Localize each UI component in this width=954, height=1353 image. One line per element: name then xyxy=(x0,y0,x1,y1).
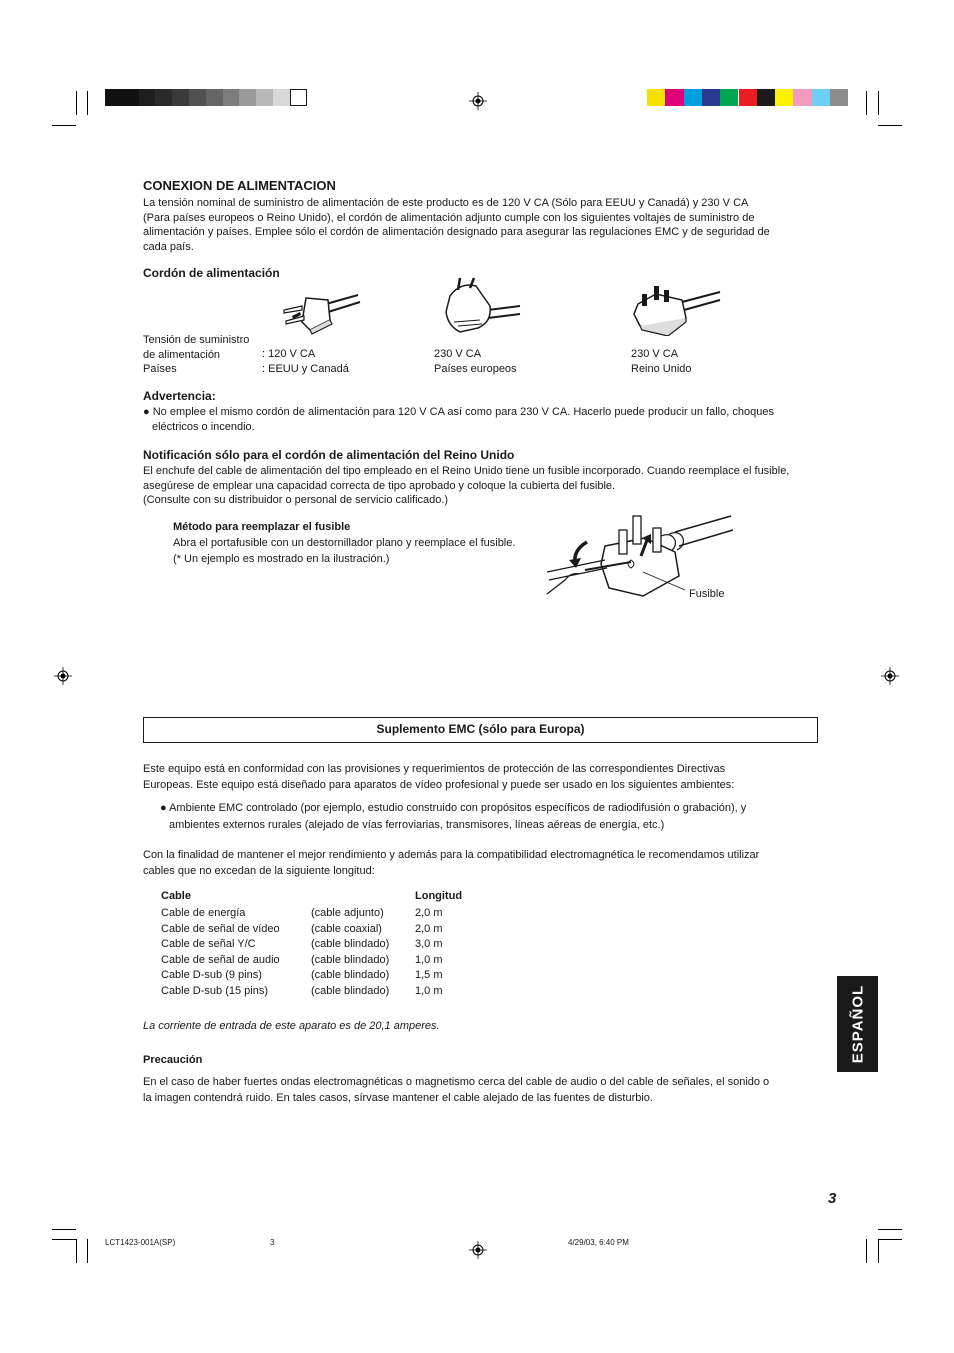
cable-column-header: Cable xyxy=(161,890,191,902)
emc-bullet: ● Ambiente EMC controlado (por ejemplo, estudio construido con propósitos específicos de radiodifusión o grabación), y ambientes externos rurales (alejado de vías ferroviarias, transmisores, líneas aéreas de energía, etc.) xyxy=(160,802,747,831)
fuse-method-title: Método para reemplazar el fusible xyxy=(173,521,351,533)
caution-text: En el caso de haber fuertes ondas electromagnéticas o magnetismo cerca del cable de audio o del cable de señales, el sonido o la imagen contendrá ruido. En tales casos, sírvase mantener el cable alejado de las fuentes de disturbio. xyxy=(143,1076,770,1104)
color-swatch xyxy=(647,89,665,106)
color-swatch xyxy=(223,89,240,106)
input-current-note: La corriente de entrada de este aparato es de 20,1 amperes. xyxy=(143,1020,440,1032)
bullet-icon: ● xyxy=(160,802,170,814)
color-swatch xyxy=(139,89,156,106)
color-swatch xyxy=(239,89,256,106)
eu-plug-specs: 230 V CA Países europeos xyxy=(434,348,517,375)
color-swatch xyxy=(775,89,793,106)
supply-labels: Tensión de suministro de alimentación Países xyxy=(143,334,250,375)
cable-name-column xyxy=(161,906,280,1000)
registration-mark-icon xyxy=(54,667,72,685)
bullet-icon: ● xyxy=(143,406,153,418)
table-row: Cable de señal de audio xyxy=(161,953,280,966)
fuse-method-text: Abra el portafusible con un destornillador plano y reemplace el fusible. (* Un ejemplo es mostrado en la ilustración.) xyxy=(173,537,516,565)
fuse-label: Fusible xyxy=(689,588,725,600)
color-swatch xyxy=(739,89,757,106)
footer-timestamp: 4/29/03, 6:40 PM xyxy=(568,1238,629,1247)
color-swatch xyxy=(793,89,811,106)
uk-notice-text: El enchufe del cable de alimentación del tipo empleado en el Reino Unido tiene un fusible incorporado. Cuando reemplace el fusible, asegúrese de emplear una capacidad correcta de tipo aprobado y coloque la cubierta del fusible. (Consulte con su distribuidor o personal de servicio calificado.) xyxy=(143,465,790,506)
color-swatch xyxy=(105,89,122,106)
color-swatch xyxy=(684,89,702,106)
uk-plug-icon xyxy=(630,284,722,336)
us-plug-specs: : 120 V CA : EEUU y Canadá xyxy=(262,348,349,375)
uk-notice-title: Notificación sólo para el cordón de alimentación del Reino Unido xyxy=(143,448,515,462)
cmyk-color-bar xyxy=(647,89,849,106)
warning-title: Advertencia: xyxy=(143,389,216,403)
table-row: Cable de energía xyxy=(161,907,246,919)
color-swatch xyxy=(189,89,206,106)
cord-title: Cordón de alimentación xyxy=(143,266,280,280)
gray-color-bar xyxy=(105,89,307,106)
color-swatch xyxy=(290,89,307,106)
emc-intro: Este equipo está en conformidad con las provisiones y requerimientos de protección de las correspondientes Directivas Europeas. Este equipo está diseñado para aparatos de vídeo profesional y puede ser usado en los siguientes ambientes: xyxy=(143,763,735,791)
power-section-title: CONEXION DE ALIMENTACION xyxy=(143,178,336,193)
color-swatch xyxy=(830,89,848,106)
emc-recommendation: Con la finalidad de mantener el mejor rendimiento y además para la compatibilidad electromagnética le recomendamos utilizar cables que no excedan de la siguiente longitud: xyxy=(143,849,760,877)
emc-title-box xyxy=(143,717,818,743)
page-number: 3 xyxy=(828,1190,837,1207)
table-row: Cable de señal Y/C xyxy=(161,938,256,951)
emc-section-title: Suplemento EMC (sólo para Europa) xyxy=(376,722,585,736)
color-swatch xyxy=(665,89,683,106)
table-row: Cable D-sub (9 pins) xyxy=(161,969,262,982)
color-swatch xyxy=(273,89,290,106)
color-swatch xyxy=(172,89,189,106)
registration-mark-icon xyxy=(469,1241,487,1259)
footer-page: 3 xyxy=(270,1238,275,1247)
color-swatch xyxy=(720,89,738,106)
footer-document-code: LCT1423-001A(SP) xyxy=(105,1238,176,1247)
language-tab xyxy=(837,976,878,1072)
cable-type-column: (cable adjunto) (cable coaxial) (cable blindado) (cable blindado) (cable blindado) (cable blindado) xyxy=(311,907,390,997)
color-swatch xyxy=(256,89,273,106)
power-paragraph: La tensión nominal de suministro de alimentación de este producto es de 120 V CA (Sólo para EEUU y Canadá) y 230 V CA (Para países europeos o Reino Unido), el cordón de alimentación adjunto cumple con los siguientes voltajes de suministro de alimentación y países. Emplee sólo el cordón de alimentación designado para asegurar las regulaciones EMC y de seguridad de cada país. xyxy=(143,197,770,253)
color-swatch xyxy=(206,89,223,106)
language-tab-label: ESPAÑOL xyxy=(849,984,866,1064)
eu-plug-icon xyxy=(440,276,522,338)
color-swatch xyxy=(757,89,775,106)
cable-length-column: 2,0 m 2,0 m 3,0 m 1,0 m 1,5 m 1,0 m xyxy=(415,907,443,997)
table-row: Cable D-sub (15 pins) xyxy=(161,984,268,997)
color-swatch xyxy=(812,89,830,106)
color-swatch xyxy=(702,89,720,106)
color-swatch xyxy=(122,89,139,106)
us-plug-icon xyxy=(276,290,362,336)
uk-plug-specs: 230 V CA Reino Unido xyxy=(631,348,692,375)
registration-mark-icon xyxy=(469,92,487,110)
warning-text: ● No emplee el mismo cordón de alimentación para 120 V CA así como para 230 V CA. Hacerlo puede producir un fallo, choques eléctricos o incendio. xyxy=(143,406,774,433)
registration-mark-icon xyxy=(881,667,899,685)
length-column-header: Longitud xyxy=(415,890,463,902)
color-swatch xyxy=(155,89,172,106)
table-row: Cable de señal de vídeo xyxy=(161,922,280,935)
caution-title: Precaución xyxy=(143,1054,203,1066)
